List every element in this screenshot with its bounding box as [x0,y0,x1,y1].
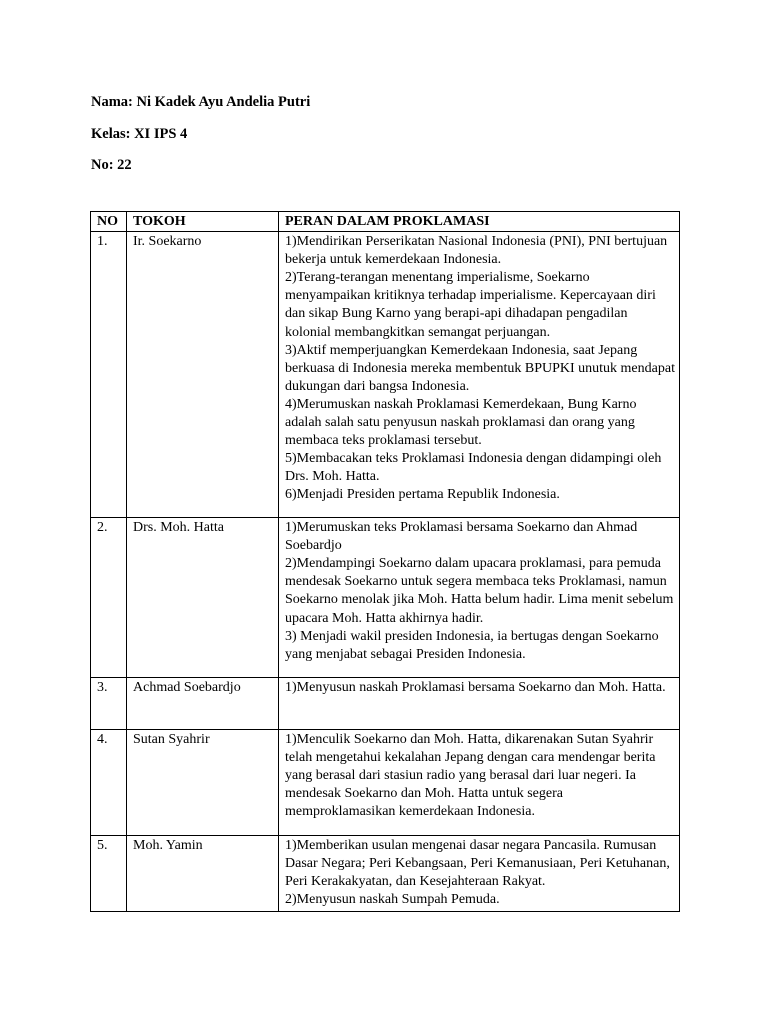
row-peran [279,518,680,678]
header-peran: PERAN DALAM PROKLAMASI [279,212,680,232]
row-tokoh: Drs. Moh. Hatta [127,518,279,678]
table-row [91,232,680,518]
table-row [91,836,680,912]
peran-point: 2)Mendampingi Soekarno dalam upacara proklamasi, para pemuda mendesak Soekarno untuk segera membaca teks Proklamasi, namun Soekarno menolak jika Moh. Hatta belum hadir. Lima menit sebelum upacara Moh. Hatta akhirnya hadir. [285,556,674,626]
header-no: NO [91,212,127,232]
peran-point: 1)Memberikan usulan mengenai dasar negara Pancasila. Rumusan Dasar Negara; Peri Kebangsaan, Peri Kemanusiaan, Peri Ketuhanan, Peri Kerakakyatan, dan Kesejahteraan Rakyat. [285,838,670,890]
student-number: No: 22 [91,157,132,173]
header-tokoh: TOKOH [127,212,279,232]
peran-point: 1)Merumuskan teks Proklamasi bersama Soekarno dan Ahmad Soebardjo [285,520,638,554]
table-row [91,518,680,678]
student-class: Kelas: XI IPS 4 [91,126,188,142]
peran-point: 4)Merumuskan naskah Proklamasi Kemerdekaan, Bung Karno adalah salah satu penyusun naskah proklamasi dan orang yang membaca teks proklamasi tersebut. [285,396,637,449]
proclamation-table [90,211,679,912]
peran-point: 1)Menculik Soekarno dan Moh. Hatta, dikarenakan Sutan Syahrir telah mengetahui kekalahan Jepang dengan cara mendengar berita yang berasal dari stasiun radio yang berasal dari luar negeri. Ia mendesak Soekarno dan Moh. Hatta untuk segera memproklamasikan kemerdekaan Indonesia. [285,732,656,820]
peran-point: 2)Menyusun naskah Sumpah Pemuda. [285,892,500,908]
row-tokoh: Achmad Soebardjo [127,678,279,730]
row-number: 3. [91,678,127,730]
row-number: 4. [91,730,127,836]
peran-point: 6)Menjadi Presiden pertama Republik Indonesia. [285,487,560,503]
row-peran [279,232,680,518]
peran-point: 1)Mendirikan Perserikatan Nasional Indonesia (PNI), PNI bertujuan bekerja untuk kemerdekaan Indonesia. [285,234,668,268]
table-header-row [91,212,680,232]
row-tokoh: Sutan Syahrir [127,730,279,836]
peran-point: 1)Menyusun naskah Proklamasi bersama Soekarno dan Moh. Hatta. [285,680,666,696]
student-name: Nama: Ni Kadek Ayu Andelia Putri [91,94,311,110]
row-number: 2. [91,518,127,678]
peran-point: 2)Terang-terangan menentang imperialisme, Soekarno menyampaikan kritiknya terhadap imperialisme. Kepercayaan diri dan sikap Bung Karno yang berapi-api dihadapan pengadilan kolonial membangkitkan semangat perjuangan. [285,270,656,340]
row-number: 5. [91,836,127,912]
peran-point: 3)Aktif memperjuangkan Kemerdekaan Indonesia, saat Jepang berkuasa di Indonesia mereka membentuk BPUPKI unutuk mendapat dukungan dari bangsa Indonesia. [285,342,675,394]
row-peran [279,678,680,730]
row-tokoh: Moh. Yamin [127,836,279,912]
table-row [91,730,680,836]
table-row [91,678,680,730]
row-tokoh: Ir. Soekarno [127,232,279,518]
row-number: 1. [91,232,127,518]
row-peran [279,836,680,912]
peran-point: 3) Menjadi wakil presiden Indonesia, ia bertugas dengan Soekarno yang menjabat sebagai Presiden Indonesia. [285,628,659,662]
row-peran [279,730,680,836]
peran-point: 5)Membacakan teks Proklamasi Indonesia dengan didampingi oleh Drs. Moh. Hatta. [285,451,662,485]
